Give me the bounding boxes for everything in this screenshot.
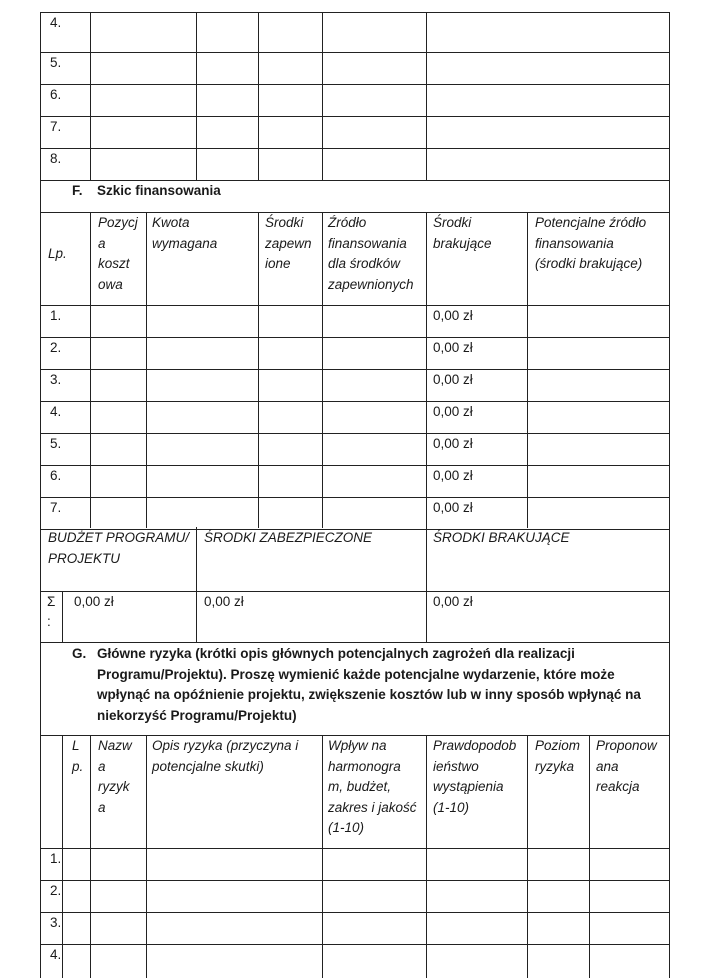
missing-funds-value: 0,00 zł [433,436,473,451]
column-header: dla środków [328,256,401,271]
row-number: 4. [50,15,62,30]
column-header: Proponow [596,738,657,753]
row-number: 3. [50,372,62,387]
column-header: ryzyk [98,779,130,794]
budget-label: PROJEKTU [48,550,121,566]
column-header: Kwota [152,215,190,230]
secured-value: 0,00 zł [204,594,244,609]
column-header: Pozycj [98,215,138,230]
section-title: Szkic finansowania [97,183,221,198]
table-right-border [669,12,670,213]
column-header: Poziom [535,738,581,753]
column-header: Potencjalne źródło [535,215,647,230]
row-number: 1. [50,308,62,323]
budget-value: 0,00 zł [74,594,114,609]
table-column-border [426,12,427,181]
column-header: harmonogra [328,758,401,774]
table-row-border [40,912,670,913]
missing-value: 0,00 zł [433,594,473,609]
table-row-border [40,116,670,117]
table-row-border [40,401,670,402]
table-column-border [322,735,323,978]
section-title: Główne ryzyka (krótki opis głównych potencjalnych zagrożeń dla realizacji [97,646,575,661]
row-number: 2. [50,340,62,355]
row-number: 4. [50,404,62,419]
row-number: 5. [50,55,62,70]
table-column-border [322,12,323,181]
column-header: Środki [433,215,472,230]
row-number: 5. [50,436,62,451]
column-header: wystąpienia [433,779,504,794]
table-row-border [40,465,670,466]
column-header: zapewnionych [328,276,414,292]
table-column-border [426,212,427,528]
row-number: 6. [50,468,62,483]
table-row-border [40,369,670,370]
sigma-colon: : [47,614,51,629]
table-row-border [40,148,670,149]
table-row-border [40,433,670,434]
table-row-border [40,642,670,643]
table-row-border [40,52,670,53]
table-column-border [589,735,590,978]
column-header: zakres i jakość [328,799,417,815]
column-header: Lp. [48,246,67,261]
column-header: owa [98,276,123,292]
table-column-border [90,212,91,528]
table-column-border [196,12,197,181]
column-header: Środki [265,215,304,230]
secured-label: ŚRODKI ZABEZPIECZONE [204,530,373,545]
missing-funds-value: 0,00 zł [433,308,473,323]
table-row-border [40,497,670,498]
column-header: Prawdopodob [433,738,517,753]
row-number: 8. [50,151,62,166]
missing-label: ŚRODKI BRAKUJĄCE [433,530,570,545]
table-column-border [196,527,197,643]
row-number: 7. [50,119,62,134]
column-header: m, budżet, [328,779,392,794]
table-column-border [62,591,63,643]
column-header: (1-10) [328,820,365,835]
table-left-border [40,527,41,643]
missing-funds-value: 0,00 zł [433,340,473,355]
section-title: wpłynąć na opóźnienie projektu, zwiększenie kosztów lub w inny sposób wpłynąć na [97,687,641,702]
table-column-border [146,735,147,978]
column-header: a [98,758,106,774]
column-header: L [72,738,80,753]
table-row-border [40,12,670,13]
column-header: Nazw [98,738,132,753]
table-column-border [258,12,259,181]
column-header: finansowania [328,235,407,251]
column-header: finansowania [535,235,614,251]
column-header: wymagana [152,235,218,251]
column-header: ieństwo [433,758,479,774]
table-left-border [40,212,41,528]
column-header: a [98,799,106,815]
column-header: potencjalne skutki) [152,758,264,774]
column-header: reakcja [596,779,640,794]
column-header: (1-10) [433,799,470,815]
table-row-border [40,880,670,881]
table-column-border [258,212,259,528]
column-header: Opis ryzyka (przyczyna i [152,738,299,753]
table-column-border [527,212,528,528]
table-column-border [426,527,427,643]
column-header: p. [72,758,84,774]
table-row-border [40,84,670,85]
section-title: Programu/Projektu). Proszę wymienić każde potencjalne wydarzenie, które może [97,666,615,682]
table-row-border [40,591,670,592]
missing-funds-value: 0,00 zł [433,500,473,515]
missing-funds-value: 0,00 zł [433,468,473,483]
sigma-symbol: Σ [47,594,56,609]
table-right-border [669,212,670,528]
column-header: Źródło [328,215,367,230]
table-right-border [669,642,670,978]
table-right-border [669,527,670,643]
table-column-border [527,735,528,978]
column-header: ana [596,758,619,774]
column-header: koszt [98,256,130,271]
column-header: a [98,235,106,251]
table-column-border [426,735,427,978]
table-row-border [40,944,670,945]
row-number: 2. [50,883,62,898]
section-title: niekorzyść Programu/Projektu) [97,707,297,723]
section-letter: G. [72,646,87,661]
missing-funds-value: 0,00 zł [433,404,473,419]
row-number: 1. [50,851,62,866]
column-header: zapewn [265,235,312,251]
column-header: ryzyka [535,758,575,774]
table-row-border [40,848,670,849]
column-header: (środki brakujące) [535,256,643,271]
table-row-border [40,305,670,306]
table-column-border [322,212,323,528]
row-number: 3. [50,915,62,930]
section-letter: F. [72,183,83,198]
budget-label: BUDŻET PROGRAMU/ [48,530,190,545]
table-column-border [90,12,91,181]
table-column-border [90,735,91,978]
column-header: Wpływ na [328,738,387,753]
table-column-border [62,735,63,978]
row-number: 4. [50,947,62,962]
table-column-border [146,212,147,528]
table-left-border [40,642,41,978]
column-header: brakujące [433,235,492,251]
table-row-border [40,337,670,338]
missing-funds-value: 0,00 zł [433,372,473,387]
row-number: 7. [50,500,62,515]
row-number: 6. [50,87,62,102]
table-left-border [40,12,41,213]
column-header: ione [265,256,291,271]
